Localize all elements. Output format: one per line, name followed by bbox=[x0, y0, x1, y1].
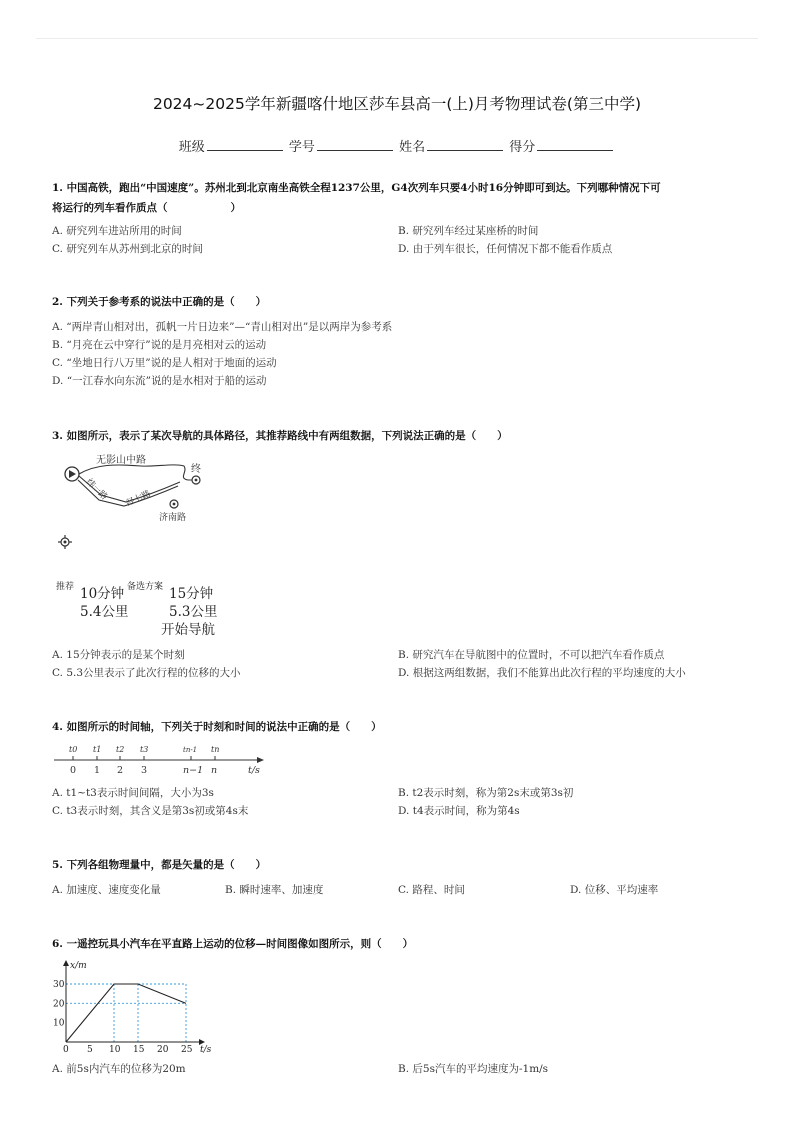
q2-option-b: B. “月亮在云中穿行”说的是月亮相对云的运动 bbox=[52, 339, 267, 351]
location-icon bbox=[58, 535, 72, 549]
class-blank bbox=[207, 138, 283, 151]
road-label-1: 无影山中路 bbox=[96, 455, 146, 466]
axis-top-label-n-1: tn-1 bbox=[183, 746, 198, 754]
score-label: 得分 bbox=[509, 140, 536, 155]
q1-line1: 1. 中国高铁，跑出“中国速度”。苏州北到北京南坐高铁全程1237公里，G4次列车只要4小时16分钟即可到达。下列哪种情况下可 bbox=[52, 182, 661, 194]
nav-panel bbox=[56, 578, 256, 638]
chart-ylabel: x/m bbox=[70, 961, 87, 971]
page-title: 2024~2025学年新疆喀什地区莎车县高一(上)月考物理试卷(第三中学) bbox=[152, 95, 642, 113]
axis-bottom-label-3: 3 bbox=[141, 765, 148, 776]
axis-bottom-label-n-1: n−1 bbox=[183, 765, 204, 776]
q2-option-d: D. “一江春水向东流”说的是水相对于船的运动 bbox=[52, 375, 267, 387]
alt-label: 备选方案 bbox=[127, 582, 164, 592]
name-blank bbox=[427, 138, 503, 151]
end-label: 终 bbox=[191, 464, 201, 475]
q1-option-d: D. 由于列车很长，任何情况下都不能看作质点 bbox=[398, 243, 613, 255]
start-navigation-button[interactable]: 开始导航 bbox=[161, 622, 215, 638]
q3-option-a: A. 15分钟表示的是某个时刻 bbox=[52, 649, 185, 661]
axis-top-label-3: t3 bbox=[140, 745, 149, 754]
road-label-3: 经七路 bbox=[125, 488, 153, 509]
y-axis-arrow-icon bbox=[63, 960, 69, 966]
q1-stem bbox=[52, 178, 752, 218]
x-tick-label-5: 5 bbox=[87, 1045, 93, 1055]
x-tick-label-0: 0 bbox=[63, 1045, 69, 1055]
q3-navigation-map bbox=[56, 450, 226, 530]
jinan-road-marker-dot bbox=[173, 503, 176, 506]
top-divider bbox=[36, 38, 758, 39]
road-label-4: 济南路 bbox=[159, 513, 187, 523]
q5-option-d: D. 位移、平均速率 bbox=[570, 884, 659, 896]
x-tick-label-15: 15 bbox=[133, 1045, 145, 1055]
y-tick-label-10: 10 bbox=[53, 1018, 65, 1029]
axis-unit-label: t/s bbox=[248, 765, 260, 776]
recommend-label: 推荐 bbox=[56, 582, 75, 592]
alt-time: 15分钟 bbox=[169, 586, 214, 602]
id-label: 学号 bbox=[288, 140, 315, 155]
q3-option-d: D. 根据这两组数据，我们不能算出此次行程的平均速度的大小 bbox=[398, 667, 686, 679]
q2-option-a: A. “两岸青山相对出，孤帆一片日边来”—“青山相对出”是以两岸为参考系 bbox=[52, 321, 393, 333]
q5-option-b: B. 瞬时速率、加速度 bbox=[225, 884, 324, 896]
q1-line2: 将运行的列车看作质点（ ） bbox=[52, 202, 241, 214]
axis-bottom-label-0: 0 bbox=[70, 765, 77, 776]
name-label: 姓名 bbox=[399, 140, 426, 155]
y-tick-label-20: 20 bbox=[53, 999, 65, 1010]
axis-top-label-1: t1 bbox=[93, 745, 102, 754]
class-label: 班级 bbox=[178, 140, 205, 155]
axis-top-label-0: t0 bbox=[69, 745, 78, 754]
q5-stem: 5. 下列各组物理量中，都是矢量的是（ ） bbox=[52, 859, 267, 871]
q4-stem: 4. 如图所示的时间轴，下列关于时刻和时间的说法中正确的是（ ） bbox=[52, 721, 382, 733]
q1-option-c: C. 研究列车从苏州到北京的时间 bbox=[52, 243, 203, 255]
q4-option-d: D. t4表示时间，称为第4s bbox=[398, 805, 520, 817]
recommend-time: 10分钟 bbox=[80, 586, 125, 602]
q2-option-c: C. “坐地日行八万里”说的是人相对于地面的运动 bbox=[52, 357, 277, 369]
q2-stem: 2. 下列关于参考系的说法中正确的是（ ） bbox=[52, 296, 267, 308]
chart-guides bbox=[66, 984, 186, 1042]
id-blank bbox=[317, 138, 393, 151]
q4-option-a: A. t1~t3表示时间间隔，大小为3s bbox=[52, 787, 214, 799]
chart-xlabel: t/s bbox=[200, 1045, 212, 1055]
x-t-line bbox=[66, 984, 186, 1042]
axis-bottom-label-2: 2 bbox=[117, 765, 124, 776]
x-tick-label-25: 25 bbox=[181, 1045, 193, 1055]
q3-stem: 3. 如图所示，表示了某次导航的具体路径，其推荐路线中有两组数据，下列说法正确的是（ ） bbox=[52, 430, 508, 442]
time-axis-arrow-icon bbox=[257, 757, 264, 763]
q3-option-c: C. 5.3公里表示了此次行程的位移的大小 bbox=[52, 667, 241, 679]
axis-bottom-label-n: n bbox=[211, 765, 218, 776]
q4-option-b: B. t2表示时刻，称为第2s末或第3s初 bbox=[398, 787, 574, 799]
q4-option-c: C. t3表示时刻，其含义是第3s初或第4s末 bbox=[52, 805, 249, 817]
q1-option-a: A. 研究列车进站所用的时间 bbox=[52, 225, 182, 237]
q5-option-a: A. 加速度、速度变化量 bbox=[52, 884, 161, 896]
q1-option-b: B. 研究列车经过某座桥的时间 bbox=[398, 225, 539, 237]
q6-displacement-time-chart bbox=[52, 956, 227, 1056]
q4-time-axis bbox=[52, 740, 267, 778]
q5-option-c: C. 路程、时间 bbox=[398, 884, 465, 896]
chart-series bbox=[66, 984, 186, 1042]
route-path bbox=[79, 465, 196, 480]
axis-bottom-label-1: 1 bbox=[94, 765, 101, 776]
end-marker-dot bbox=[195, 479, 198, 482]
y-tick-label-30: 30 bbox=[53, 980, 65, 990]
student-info-line bbox=[0, 136, 794, 155]
q6-stem: 6. 一遥控玩具小汽车在平直路上运动的位移—时间图像如图所示，则（ ） bbox=[52, 938, 414, 950]
alt-distance: 5.3公里 bbox=[169, 604, 218, 620]
q6-option-b: B. 后5s汽车的平均速度为-1m/s bbox=[398, 1063, 549, 1075]
recommend-distance: 5.4公里 bbox=[80, 604, 129, 620]
score-blank bbox=[537, 138, 613, 151]
x-tick-label-10: 10 bbox=[109, 1045, 121, 1055]
axis-top-label-2: t2 bbox=[116, 745, 125, 754]
time-axis-ticks bbox=[73, 756, 215, 760]
x-tick-label-20: 20 bbox=[157, 1045, 169, 1055]
road-label-2: 纬一路 bbox=[83, 477, 109, 503]
chart-tick-labels bbox=[53, 980, 193, 1055]
q3-option-b: B. 研究汽车在导航图中的位置时，不可以把汽车看作质点 bbox=[398, 649, 665, 661]
axis-top-label-n: tn bbox=[211, 745, 220, 754]
q6-option-a: A. 前5s内汽车的位移为20m bbox=[52, 1063, 186, 1075]
